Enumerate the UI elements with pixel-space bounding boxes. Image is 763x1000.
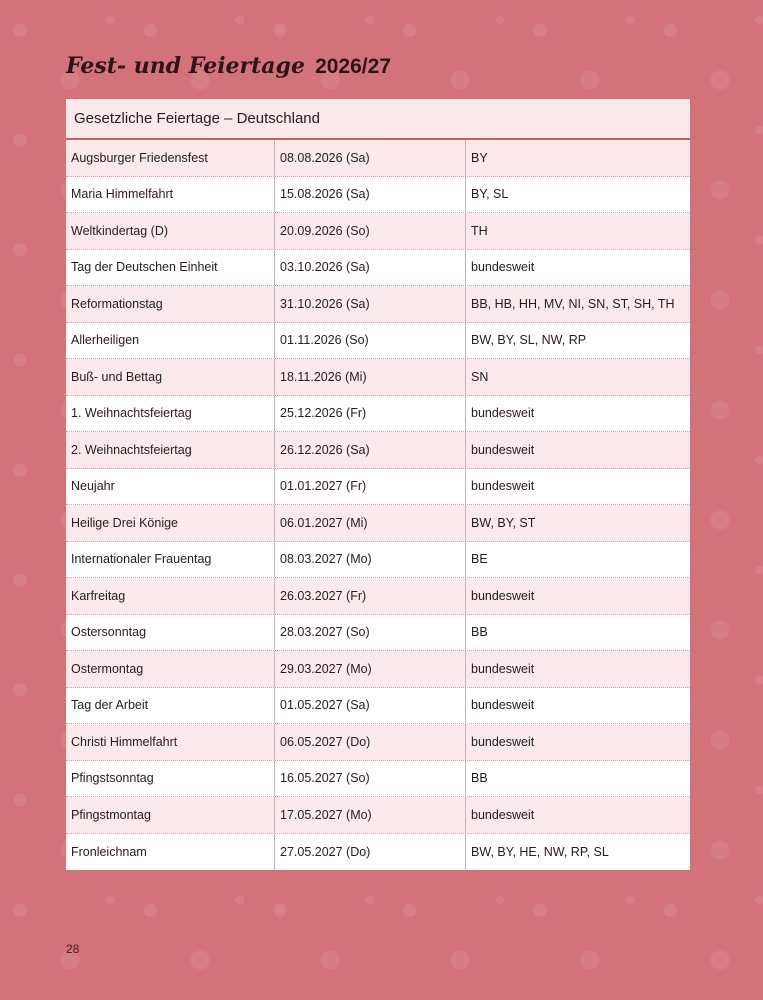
holiday-name-cell: Heilige Drei Könige bbox=[71, 515, 179, 530]
holiday-date-cell: 26.12.2026 (Sa) bbox=[274, 432, 465, 468]
holiday-name-cell: Buß- und Bettag bbox=[71, 369, 163, 384]
page-title-year: 2026/27 bbox=[315, 55, 391, 78]
holiday-region-cell: bundesweit bbox=[465, 797, 690, 833]
table-row bbox=[66, 761, 690, 798]
holiday-date-cell: 03.10.2026 (Sa) bbox=[274, 250, 465, 286]
holiday-name-cell: Pfingstmontag bbox=[71, 807, 151, 822]
table-header: Gesetzliche Feiertage – Deutschland bbox=[66, 99, 690, 140]
holiday-date-cell: 31.10.2026 (Sa) bbox=[274, 286, 465, 322]
holiday-name-cell: Tag der Deutschen Einheit bbox=[71, 260, 218, 275]
table-row bbox=[66, 250, 690, 287]
holiday-date-cell: 25.12.2026 (Fr) bbox=[274, 396, 465, 432]
holiday-region-cell: BW, BY, HE, NW, RP, SL bbox=[465, 834, 690, 871]
holiday-region-cell: BW, BY, SL, NW, RP bbox=[465, 323, 690, 359]
holiday-region-cell: BY, SL bbox=[465, 177, 690, 213]
table-row bbox=[66, 177, 690, 214]
table-row bbox=[66, 359, 690, 396]
holiday-date-cell: 29.03.2027 (Mo) bbox=[274, 651, 465, 687]
holiday-region-cell: bundesweit bbox=[465, 396, 690, 432]
holiday-date-cell: 28.03.2027 (So) bbox=[274, 615, 465, 651]
holiday-name-cell: Maria Himmelfahrt bbox=[71, 187, 174, 202]
table-row bbox=[66, 469, 690, 506]
holiday-region-cell: bundesweit bbox=[465, 432, 690, 468]
table-row bbox=[66, 396, 690, 433]
table-row bbox=[66, 688, 690, 725]
holiday-region-cell: BB, HB, HH, MV, NI, SN, ST, SH, TH bbox=[465, 286, 690, 322]
holiday-name-cell: Tag der Arbeit bbox=[71, 698, 149, 713]
table-row bbox=[66, 213, 690, 250]
holiday-region-cell: BW, BY, ST bbox=[465, 505, 690, 541]
table-row bbox=[66, 724, 690, 761]
table-row bbox=[66, 615, 690, 652]
holiday-date-cell: 01.11.2026 (So) bbox=[274, 323, 465, 359]
holiday-name-cell: Fronleichnam bbox=[71, 844, 147, 859]
holiday-date-cell: 17.05.2027 (Mo) bbox=[274, 797, 465, 833]
table-row bbox=[66, 505, 690, 542]
holiday-date-cell: 16.05.2027 (So) bbox=[274, 761, 465, 797]
holiday-name-cell: Ostersonntag bbox=[71, 625, 147, 640]
table-row bbox=[66, 578, 690, 615]
holiday-date-cell: 18.11.2026 (Mi) bbox=[274, 359, 465, 395]
holiday-region-cell: TH bbox=[465, 213, 690, 249]
holiday-name-cell: Christi Himmelfahrt bbox=[71, 734, 178, 749]
holiday-name-cell: Karfreitag bbox=[71, 588, 126, 603]
holiday-date-cell: 06.01.2027 (Mi) bbox=[274, 505, 465, 541]
table-row bbox=[66, 323, 690, 360]
holiday-region-cell: bundesweit bbox=[465, 688, 690, 724]
holiday-region-cell: bundesweit bbox=[465, 651, 690, 687]
holiday-region-cell: bundesweit bbox=[465, 250, 690, 286]
holiday-date-cell: 26.03.2027 (Fr) bbox=[274, 578, 465, 614]
holiday-region-cell: bundesweit bbox=[465, 469, 690, 505]
holiday-region-cell: BB bbox=[465, 761, 690, 797]
holiday-date-cell: 08.08.2026 (Sa) bbox=[274, 140, 465, 176]
table-body bbox=[66, 140, 690, 870]
page-title-main: Fest- und Feiertage bbox=[66, 53, 305, 79]
holiday-name-cell: 1. Weihnachtsfeiertag bbox=[71, 406, 192, 421]
table-row bbox=[66, 651, 690, 688]
holiday-name-cell: Neujahr bbox=[71, 479, 115, 494]
table-row bbox=[66, 286, 690, 323]
holiday-region-cell: bundesweit bbox=[465, 578, 690, 614]
holiday-date-cell: 20.09.2026 (So) bbox=[274, 213, 465, 249]
holiday-name-cell: Pfingstsonntag bbox=[71, 771, 154, 786]
holiday-name-cell: Weltkindertag (D) bbox=[71, 223, 169, 238]
table-row bbox=[66, 140, 690, 177]
holiday-name-cell: Reformationstag bbox=[71, 296, 163, 311]
holiday-table bbox=[66, 99, 690, 870]
table-row bbox=[66, 542, 690, 579]
holiday-region-cell: bundesweit bbox=[465, 724, 690, 760]
holiday-date-cell: 27.05.2027 (Do) bbox=[274, 834, 465, 871]
holiday-date-cell: 08.03.2027 (Mo) bbox=[274, 542, 465, 578]
holiday-name-cell: Internationaler Frauentag bbox=[71, 552, 212, 567]
holiday-name-cell: Allerheiligen bbox=[71, 333, 140, 348]
holiday-date-cell: 06.05.2027 (Do) bbox=[274, 724, 465, 760]
table-row bbox=[66, 834, 690, 871]
holiday-name-cell: 2. Weihnachtsfeiertag bbox=[71, 442, 192, 457]
holiday-name-cell: Augsburger Friedensfest bbox=[71, 150, 208, 165]
holiday-name-cell: Ostermontag bbox=[71, 661, 144, 676]
holiday-region-cell: BB bbox=[465, 615, 690, 651]
table-row bbox=[66, 797, 690, 834]
holiday-region-cell: SN bbox=[465, 359, 690, 395]
holiday-date-cell: 01.01.2027 (Fr) bbox=[274, 469, 465, 505]
page-number: 28 bbox=[66, 942, 80, 956]
holiday-date-cell: 15.08.2026 (Sa) bbox=[274, 177, 465, 213]
table-row bbox=[66, 432, 690, 469]
page-title bbox=[66, 52, 391, 81]
holiday-region-cell: BE bbox=[465, 542, 690, 578]
holiday-date-cell: 01.05.2027 (Sa) bbox=[274, 688, 465, 724]
holiday-region-cell: BY bbox=[465, 140, 690, 176]
